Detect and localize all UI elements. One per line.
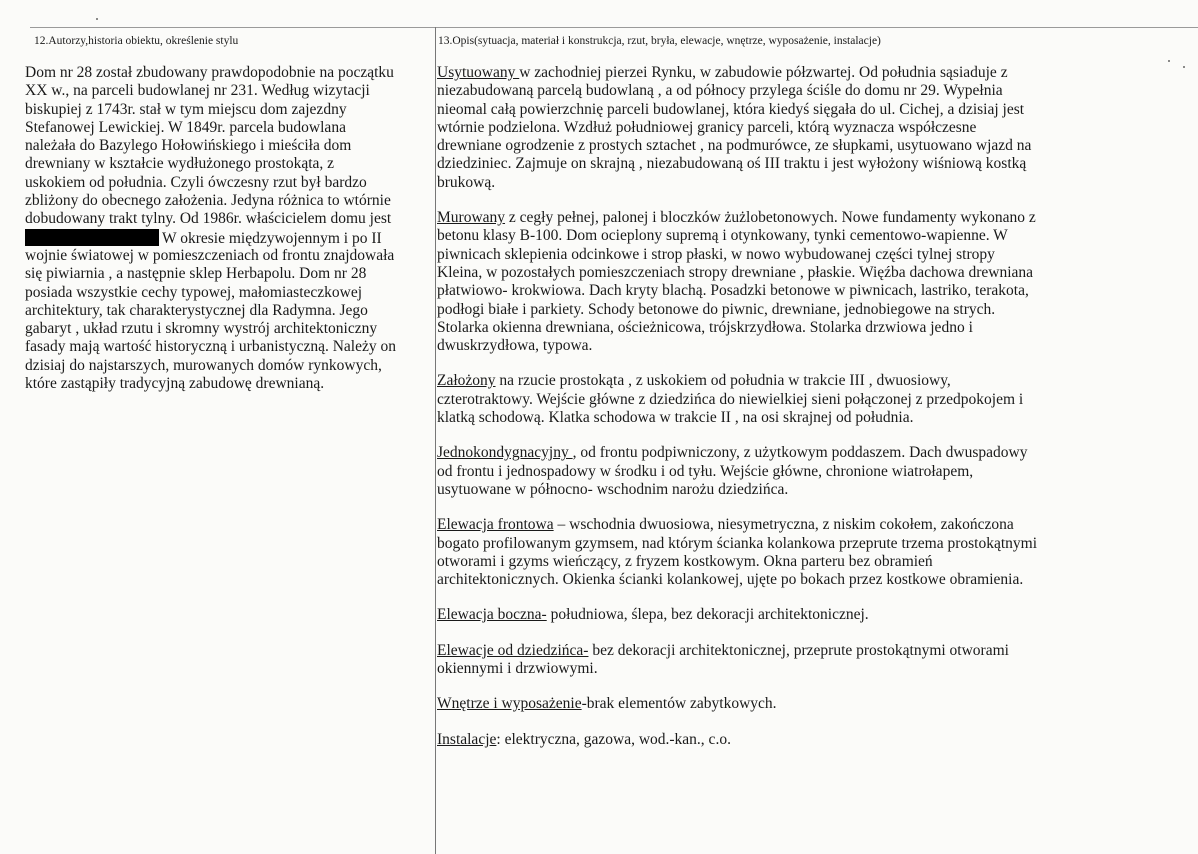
section-12-heading: 12.Autorzy,historia obiektu, określenie stylu — [34, 35, 239, 47]
history-line: fasady mają wartość historyczną i urbanistyczną. Należy on — [25, 338, 396, 356]
history-line: uskokiem od południa. Czyli ówczesny rzut był bardzo — [25, 173, 367, 191]
section-instalacje: Instalacje: elektryczna, gazowa, wod.-kan., c.o. — [437, 730, 731, 748]
section-label: Elewacja boczna- — [437, 606, 547, 624]
redaction-bar — [25, 229, 159, 246]
history-line: Stefanowej Lewickiej. W 1849r. parcela budowlana — [25, 118, 346, 136]
header-rule — [30, 27, 1198, 28]
history-line: należała do Bazylego Hołowińskiego i mieściła dom — [25, 137, 352, 155]
section-13-heading: 13.Opis(sytuacja, materiał i konstrukcja, rzut, bryła, elewacje, wnętrze, wyposażenie, instalacje) — [438, 35, 881, 47]
history-line: biskupiej z 1743r. stał w tym miejscu dom zajezdny — [25, 100, 347, 118]
section-label: Wnętrze i wyposażenie — [437, 695, 582, 713]
section-label: Murowany — [437, 209, 506, 227]
section-elewacja-boczna: Elewacja boczna- południowa, ślepa, bez dekoracji architektonicznej. — [437, 606, 869, 624]
history-column — [25, 64, 445, 393]
history-line: się piwiarnia , a następnie sklep Herbapolu. Dom nr 28 — [25, 265, 367, 283]
scan-speck — [96, 18, 98, 20]
section-wnetrze: Wnętrze i wyposażenie-brak elementów zabytkowych. — [437, 695, 777, 713]
history-line: drewniany w kształcie wydłużonego prostokąta, z — [25, 155, 335, 173]
section-bryla: Jednokondygnacyjny , od frontu podpiwniczony, z użytkowym poddaszem. Dach dwuspadowy od frontu i jednospadowy w środku i od tyłu. Wejście główne, chronione wiatrołapem, usytuowane w północno- wschodnim narożu dziedzińca. — [437, 444, 1028, 498]
scan-speck — [1183, 66, 1185, 68]
history-line: dobudowany trakt tylny. Od 1986r. właścicielem domu jest — [25, 210, 392, 228]
section-label: Elewacja frontowa — [437, 516, 554, 534]
history-line: wojnie światowej w pomieszczeniach od frontu znajdowała — [25, 246, 395, 264]
section-label: Instalacje — [437, 730, 497, 748]
history-line: architektury, tak charakterystycznej dla Radymna. Jego — [25, 301, 368, 319]
history-line: zbliżony do obecnego założenia. Jedyna różnica to wtórnie — [25, 192, 391, 210]
section-material: Murowany z cegły pełnej, palonej i bloczków żużlobetonowych. Nowe fundamenty wykonano z betonu klasy B-100. Dom ocieplony supremą i otynkowany, tynki cementowo-wapienne. W piwnicach sklepienia odcinkowe i strop płaski, w nowo wybudowanej części tylnej stropy Kleina, w pozostałych pomieszczeniach stropy drewniane , płaskie. Więźba dachowa drewniana płatwiowo- krokwiowa. Dach kryty blachą. Posadzki betonowe w piwnicach, lastriko, terakota, podłogi białe i parkiety. Schody betonowe do piwnic, drewniane, jednobiegowe na strych. Stolarka okienna drewniana, ościeżnicowa, trójskrzydłowa. Stolarka drzwiowa jedno i dwuskrzydłowa, typowa. — [437, 209, 1036, 355]
section-label: Założony — [437, 372, 496, 390]
section-elewacje-dziedziniec: Elewacje od dziedzińca- bez dekoracji architektonicznej, przeprute prostokątnymi otworami okiennymi i drzwiowymi. — [437, 641, 1009, 678]
section-label: Elewacje od dziedzińca- — [437, 641, 589, 659]
section-rzut: Założony na rzucie prostokąta , z uskokiem od południa w trakcie III , dwuosiowy, czterotraktowy. Wejście główne z dziedzińca do niewielkiej sieni połączonej z przedpokojem i klatką schodową. Klatka schodowa w trakcie II , na osi skrajnej od południa. — [437, 372, 1024, 427]
history-line: dzisiaj do najstarszych, murowanych domów rynkowych, — [25, 356, 382, 374]
description-column — [437, 64, 1197, 766]
section-elewacja-frontowa: Elewacja frontowa – wschodnia dwuosiowa, niesymetryczna, z niskim cokołem, zakończona bogato profilowanym gzymsem, nad którym ścianka kolankowa przeprute trzema prostokątnymi otworami i gzyms wieńczący, z fryzem kostkowym. Okna parteru bez obramień architektonicznych. Okienka ścianki kolankowej, ujęte po bokach przez kostkowe obramienia. — [437, 516, 1038, 589]
history-line: gabaryt , układ rzutu i skromny wystrój architektoniczny — [25, 320, 378, 338]
history-line-redacted: W okresie międzywojennym i po II — [25, 229, 445, 247]
scan-speck — [1168, 60, 1170, 62]
section-label: Usytuowany — [437, 64, 520, 81]
history-line: Dom nr 28 został zbudowany prawdopodobnie na początku — [25, 64, 394, 81]
history-line: posiada wszystkie cechy typowej, małomiasteczkowej — [25, 283, 363, 301]
history-line: XX w., na parceli budowlanej nr 231. Według wizytacji — [25, 82, 370, 100]
section-label: Jednokondygnacyjny — [437, 444, 573, 462]
section-sytuacja: Usytuowany w zachodniej pierzei Rynku, w zabudowie półzwartej. Od południa sąsiaduje z niezabudowaną parcelą budowlaną , a od północy przylega ściśle do domu nr 29. Wypełnia nieomal całą powierzchnię parceli budowlanej, która kiedyś sięgała do ul. Cichej, a dzisiaj jest wtórnie podzielona. Wzdłuż południowej granicy parceli, którą wyznacza współczesne drewniane ogrodzenie z prostych sztachet , na podmurówce, ze słupkami, usytuowano wjazd na dziedziniec. Zajmuje on skrajną , niezabudowaną oś III traktu i jest wyłożony wiśniową kostką brukową. — [437, 64, 1032, 191]
history-line: które zastąpiły tradycyjną zabudowę drewnianą. — [25, 375, 325, 393]
